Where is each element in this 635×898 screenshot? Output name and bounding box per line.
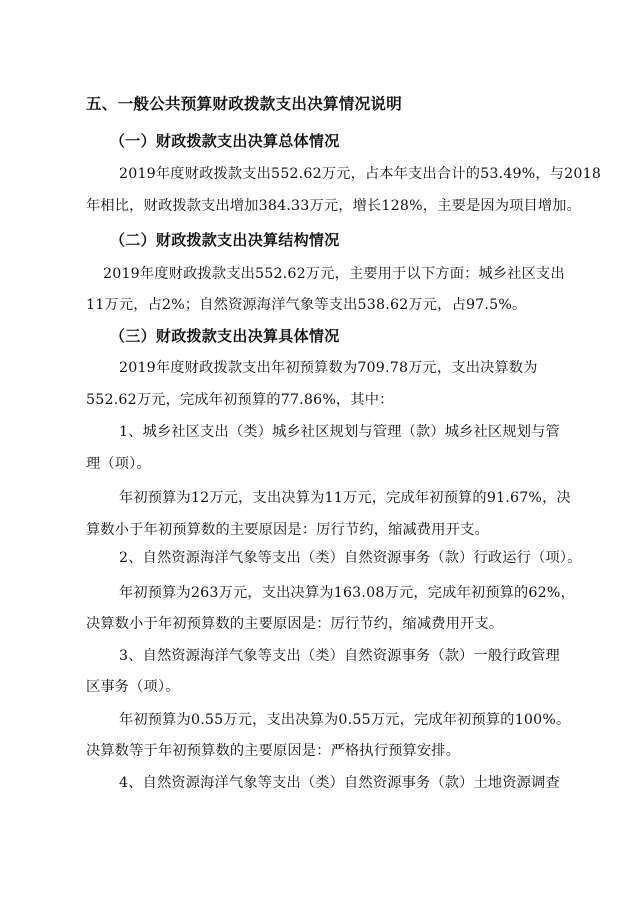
paragraph-line: 2019年度财政拨款支出年初预算数为709.78万元，支出决算数为 <box>119 360 538 376</box>
item-title-line: 理（项）。 <box>86 456 151 472</box>
paragraph-line: 2019年度财政拨款支出552.62万元，主要用于以下方面：城乡社区支出 <box>103 266 565 282</box>
item-title-line: 3、自然资源海洋气象等支出（类）自然资源事务（款）一般行政管理 <box>119 648 560 664</box>
subsection-heading-1: （一）财政拨款支出决算总体情况 <box>110 132 340 150</box>
item-detail-line: 决算数等于年初预算数的主要原因是：严格执行预算安排。 <box>86 743 461 759</box>
item-detail-line: 年初预算为0.55万元，支出决算为0.55万元，完成年初预算的100%。 <box>119 712 571 728</box>
subsection-heading-3: （三）财政拨款支出决算具体情况 <box>110 327 340 345</box>
item-title-line: 4、自然资源海洋气象等支出（类）自然资源事务（款）土地资源调查 <box>119 775 560 791</box>
paragraph-line: 2019年度财政拨款支出552.62万元，占本年支出合计的53.49%，与2018 <box>119 166 602 182</box>
item-detail-line: 年初预算为263万元，支出决算为163.08万元，完成年初预算的62%， <box>119 585 575 601</box>
item-detail-line: 决算数小于年初预算数的主要原因是：厉行节约，缩减费用开支。 <box>86 616 504 632</box>
item-title-line: 1、城乡社区支出（类）城乡社区规划与管理（款）城乡社区规划与管 <box>119 424 560 440</box>
subsection-heading-2: （二）财政拨款支出决算结构情况 <box>110 231 340 249</box>
item-detail-line: 算数小于年初预算数的主要原因是：厉行节约，缩减费用开支。 <box>86 522 489 538</box>
section-title: 五、一般公共预算财政拨款支出决算情况说明 <box>86 95 403 113</box>
item-title-line: 区事务（项）。 <box>86 679 180 695</box>
item-title-line: 2、自然资源海洋气象等支出（类）自然资源事务（款）行政运行（项）。 <box>119 550 582 566</box>
paragraph-line: 552.62万元，完成年初预算的77.86%，其中： <box>86 392 394 408</box>
item-detail-line: 年初预算为12万元，支出决算为11万元，完成年初预算的91.67%，决 <box>119 490 571 506</box>
paragraph-line: 年相比，财政拨款支出增加384.33万元，增长128%，主要是因为项目增加。 <box>86 198 582 214</box>
paragraph-line: 11万元，占2%；自然资源海洋气象等支出538.62万元，占97.5%。 <box>86 297 527 313</box>
